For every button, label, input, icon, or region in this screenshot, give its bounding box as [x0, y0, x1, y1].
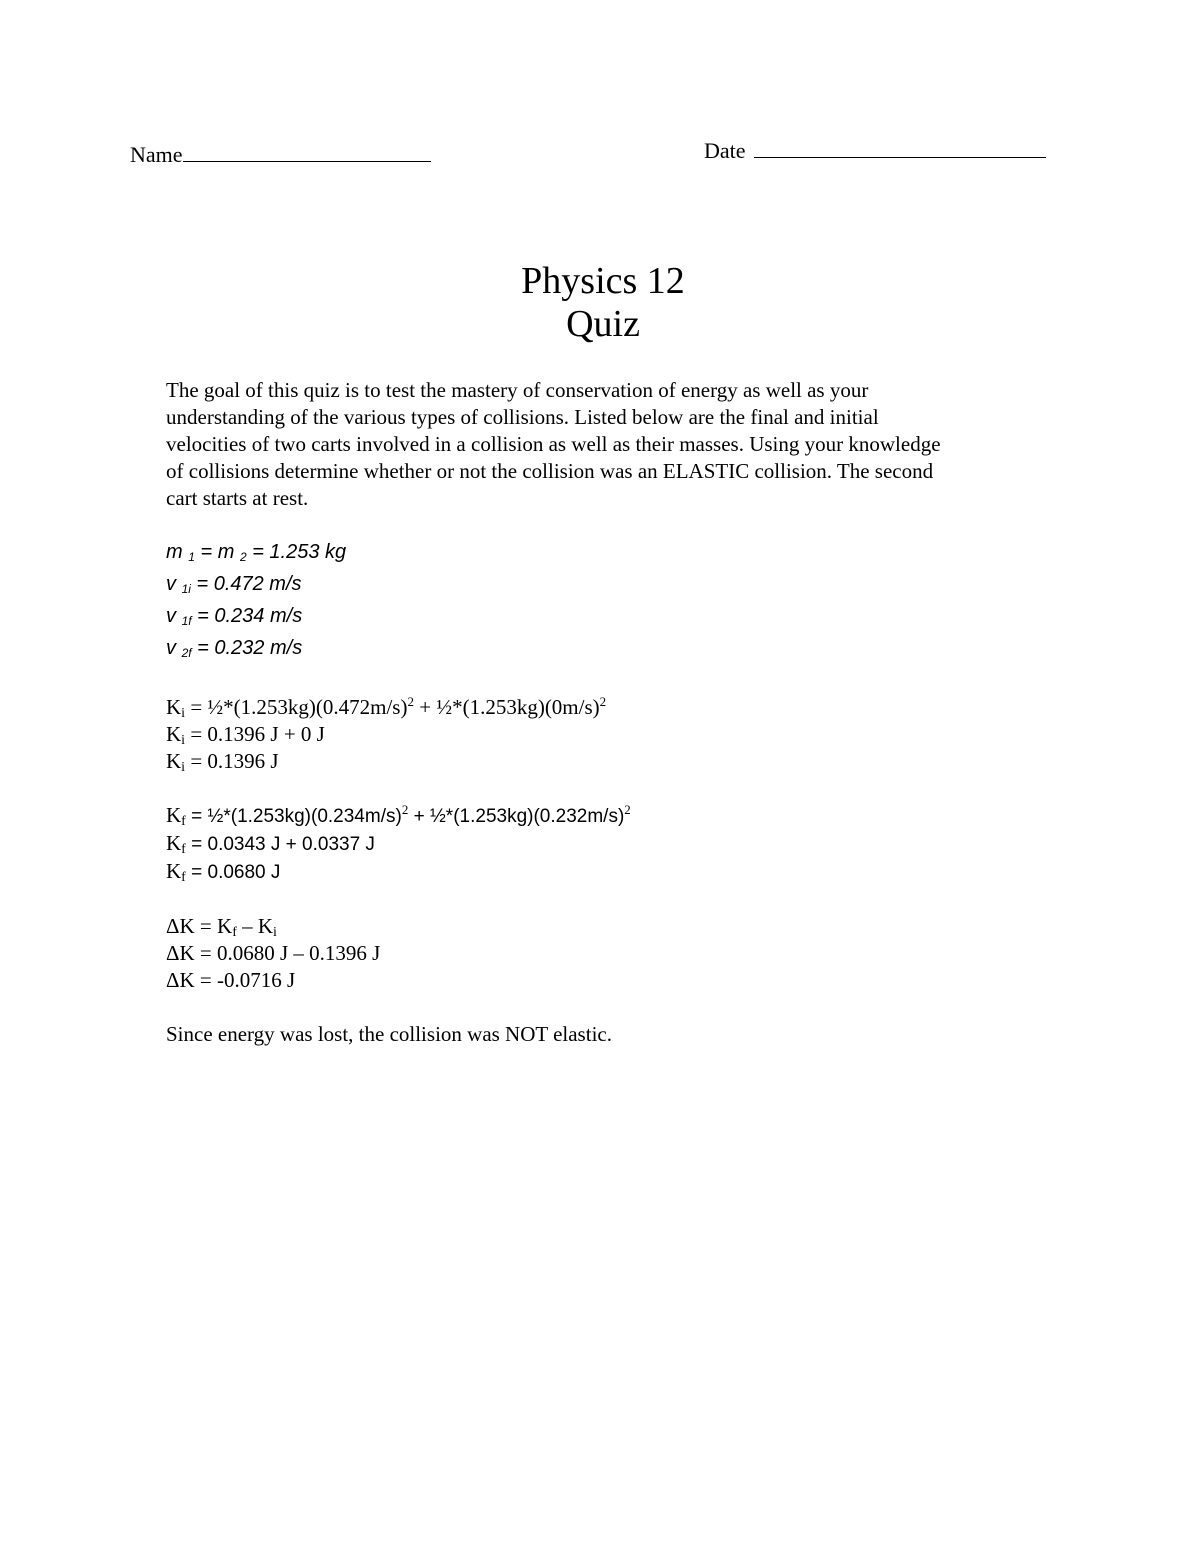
title-line-2: Quiz [566, 303, 640, 345]
quiz-content [166, 377, 1046, 1048]
name-field [130, 142, 431, 168]
initial-energy-calc [166, 694, 1046, 775]
ki-result: $K_i = 0.1396$ J [166, 749, 279, 775]
given-v1i: v $_{1i}$ = 0.472 m/s [166, 573, 302, 596]
kf-formula: $K_f$ = $\frac{1}{2}*(1.253kg)(0.234m/s)^2$ + $\frac{1}{2}*(1.253kg)(0.232m/s)^2$ [166, 802, 631, 829]
intro-line: velocities of two carts involved in a collision as well as their masses. Using your knowledge [166, 432, 941, 456]
ki-formula: $K_i$ = $\frac{1}{2}*(1.253kg)(0.472m/s)^2$ + $\frac{1}{2}*(1.253kg)(0m/s)^2$ [166, 694, 607, 721]
title-line-1: Physics 12 [521, 260, 685, 302]
final-energy-calc [166, 802, 1046, 886]
intro-line: The goal of this quiz is to test the mastery of conservation of energy as well as your [166, 378, 869, 402]
delta-k-substitution: ΔK = 0.0680 J – 0.1396 J [166, 941, 381, 965]
intro-line: of collisions determine whether or not the collision was an ELASTIC collision. The second [166, 459, 934, 483]
date-blank-line[interactable] [754, 156, 1046, 158]
given-v2f: v $_{2f}$ = 0.232 m/s [166, 637, 303, 660]
intro-paragraph [166, 377, 1046, 512]
given-values [166, 539, 1046, 667]
kf-result: $K_f = 0.0680$ J [166, 859, 281, 885]
delta-energy-calc [166, 913, 1046, 994]
page-title [0, 260, 1200, 346]
name-blank-line[interactable] [183, 160, 431, 162]
conclusion: Since energy was lost, the collision was NOT elastic. [166, 1022, 612, 1046]
name-label: Name [130, 142, 183, 167]
intro-line: understanding of the various types of collisions. Listed below are the final and initial [166, 405, 879, 429]
ki-partial: $K_i = 0.1396$ J + 0 J [166, 722, 325, 748]
date-label: Date [704, 138, 746, 163]
date-field [704, 138, 1046, 164]
delta-k-result: ΔK = -0.0716 J [166, 968, 296, 992]
given-mass: m $_1$ = m $_2$ = 1.253 kg [166, 541, 347, 564]
delta-k-formula: $\Delta K = K_f - K_i$ [166, 914, 277, 940]
intro-line: cart starts at rest. [166, 486, 309, 510]
kf-partial: $K_f = 0.0343$ J + 0.0337 J [166, 831, 375, 857]
given-v1f: v $_{1f}$ = 0.234 m/s [166, 605, 303, 628]
